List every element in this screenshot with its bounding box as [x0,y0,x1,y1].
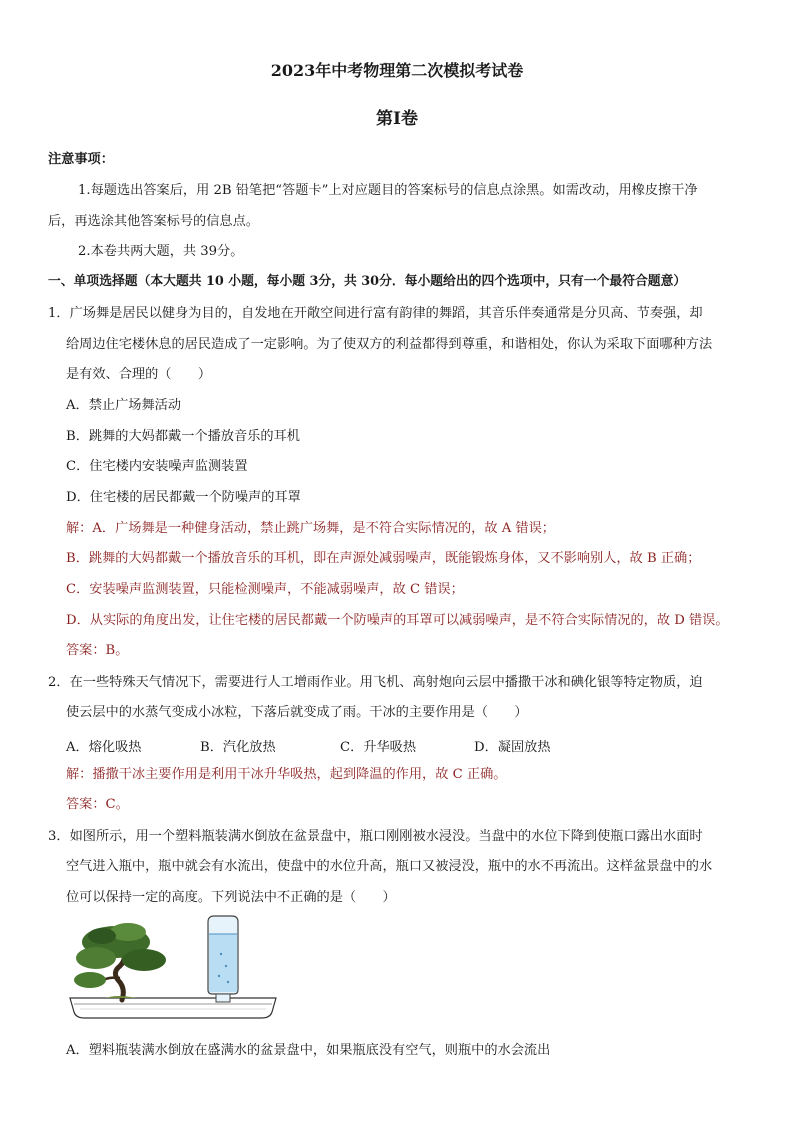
q1-stem-line-1: 1．广场舞是居民以健身为目的，自发地在开敞空间进行富有韵律的舞蹈，其音乐伴奏通常是分贝高、节奏强，却 [48,306,703,321]
q1-stem-line-3: 是有效、合理的（ ） [66,367,212,382]
q2-option-d: D．凝固放热 [474,740,551,755]
q2-option-b: B．汽化放热 [200,740,276,755]
notes-item-1b: 后，再选涂其他答案标号的信息点。 [48,214,259,229]
q1-option-b: B．跳舞的大妈都戴一个播放音乐的耳机 [66,429,300,444]
section-heading: 一、单项选择题（本大题共 10 小题，每小题 3分，共 30分．每小题给出的四个选项中，只有一个最符合题意） [48,274,687,289]
q2-option-a: A．熔化吸热 [66,740,142,755]
notes-item-1a: 1.每题选出答案后，用 2B 铅笔把“答题卡”上对应题目的答案标号的信息点涂黑。如需改动，用橡皮擦干净 [78,183,698,198]
q1-stem-line-2: 给周边住宅楼休息的居民造成了一定影响。为了使双方的利益都得到尊重，和谐相处，你认为采取下面哪种方法 [66,337,713,352]
volume-label: 第Ⅰ卷 [376,109,418,129]
q1-option-d: D．住宅楼的居民都戴一个防噪声的耳罩 [66,490,301,505]
q1-option-c: C．住宅楼内安装噪声监测装置 [66,459,248,474]
q1-solution-b: B．跳舞的大妈都戴一个播放音乐的耳机，即在声源处减弱噪声，既能锻炼身体，又不影响别人，故 B 正确； [66,551,701,566]
q2-answer: 答案：C。 [66,797,129,812]
q1-solution-a: 解：A．广场舞是一种健身活动，禁止跳广场舞，是不符合实际情况的，故 A 错误； [66,521,555,536]
bonsai-tree [74,923,166,1000]
notes-heading: 注意事项： [48,152,114,167]
bonsai-bottle-figure [66,914,280,1026]
q3-stem-line-1: 3．如图所示，用一个塑料瓶装满水倒放在盆景盘中，瓶口刚刚被水浸没。当盘中的水位下降到使瓶口露出水面时 [48,829,703,844]
q1-answer: 答案：B。 [66,643,129,658]
q2-option-c: C．升华吸热 [340,740,417,755]
notes-item-2: 2.本卷共两大题，共 39分。 [78,244,244,259]
q2-stem-line-2: 使云层中的水蒸气变成小冰粒，下落后就变成了雨。干冰的主要作用是（ ） [66,705,528,720]
water-bottle [208,916,238,1002]
q2-stem-line-1: 2．在一些特殊天气情况下，需要进行人工增雨作业。用飞机、高射炮向云层中播撒干冰和碘化银等特定物质，迫 [48,675,703,690]
q1-solution-c: C．安装噪声监测装置，只能检测噪声，不能减弱噪声，故 C 错误； [66,582,464,597]
q3-option-a: A．塑料瓶装满水倒放在盛满水的盆景盘中，如果瓶底没有空气，则瓶中的水会流出 [66,1043,551,1058]
q1-solution-d: D．从实际的角度出发，让住宅楼的居民都戴一个防噪声的耳罩可以减弱噪声，是不符合实际情况的，故 D 错误。 [66,613,729,628]
bonsai-tray [70,998,276,1018]
q3-stem-line-2: 空气进入瓶中，瓶中就会有水流出，使盘中的水位升高，瓶口又被浸没，瓶中的水不再流出。这样盆景盘中的水 [66,859,713,874]
q3-stem-line-3: 位可以保持一定的高度。下列说法中不正确的是（ ） [66,890,396,905]
page-title: 2023年中考物理第二次模拟考试卷 [270,61,524,80]
q1-option-a: A．禁止广场舞活动 [66,398,182,413]
q2-solution: 解：播撒干冰主要作用是利用干冰升华吸热，起到降温的作用，故 C 正确。 [66,767,507,782]
